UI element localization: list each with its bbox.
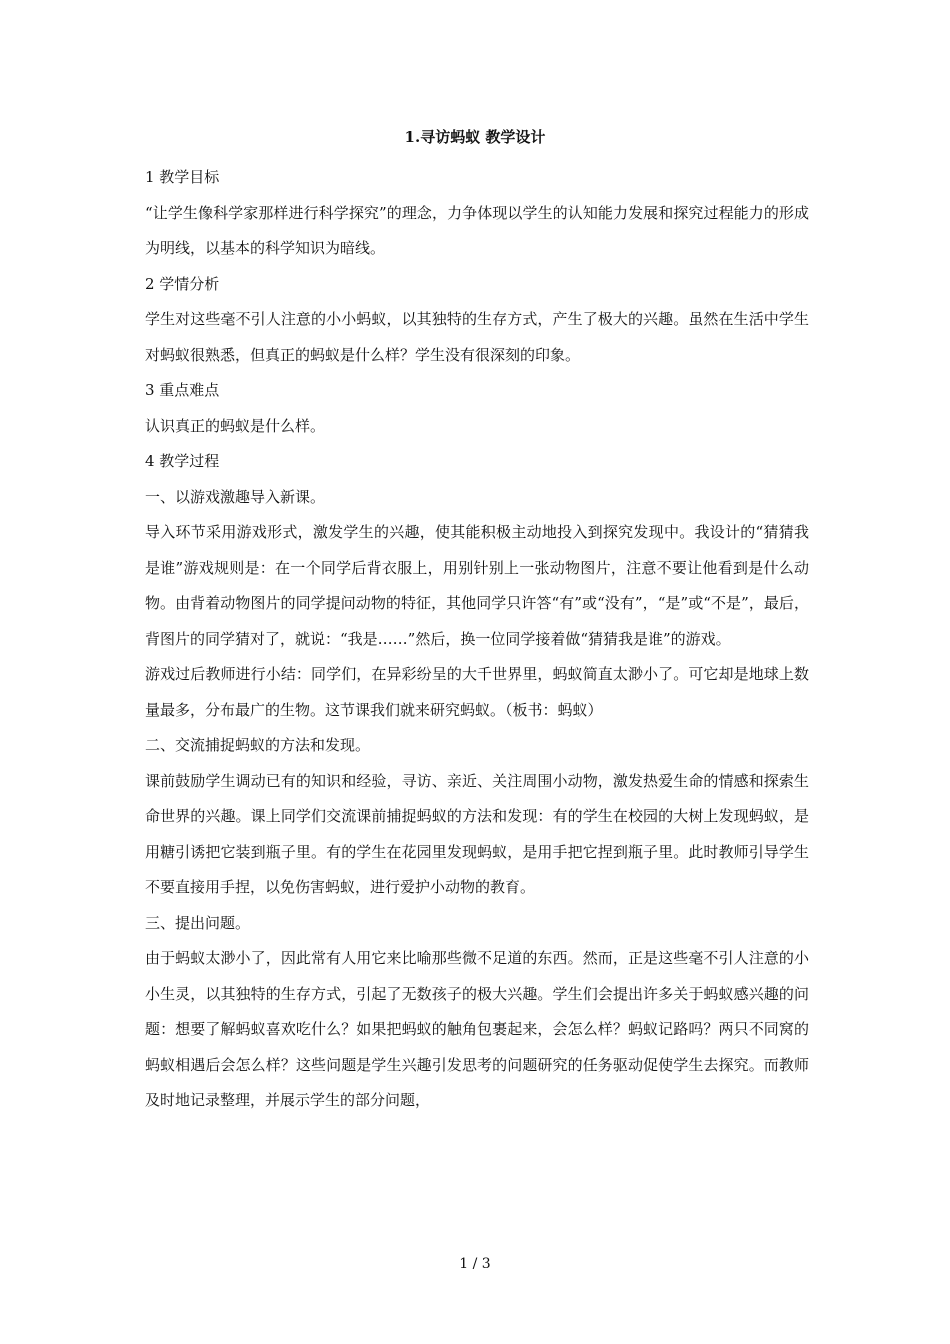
page-number: 1 / 3 (459, 1256, 491, 1272)
subheading-game-intro: 一、以游戏激趣导入新课。 (145, 487, 326, 506)
paragraph-game-summary: 游戏过后教师进行小结：同学们，在异彩纷呈的大千世界里，蚂蚁简直太渺小了。可它却是地球上数量最多，分布最广的生物。这节课我们就来研究蚂蚁。（板书：蚂蚁） (145, 665, 809, 719)
paragraph-student-analysis: 学生对这些毫不引人注意的小小蚂蚁，以其独特的生存方式，产生了极大的兴趣。虽然在生活中学生对蚂蚁很熟悉，但真正的蚂蚁是什么样？学生没有很深刻的印象。 (145, 310, 809, 364)
heading-key-difficulties: 3 重点难点 (145, 381, 220, 399)
paragraph-exchange-methods: 课前鼓励学生调动已有的知识和经验，寻访、亲近、关注周围小动物，激发热爱生命的情感和探索生命世界的兴趣。课上同学们交流课前捕捉蚂蚁的方法和发现：有的学生在校园的大树上发现蚂蚁，是用糖引诱把它装到瓶子里。有的学生在花园里发现蚂蚁，是用手把它捏到瓶子里。此时教师引导学生不要直接用手捏，以免伤害蚂蚁，进行爱护小动物的教育。 (145, 771, 809, 896)
heading-teaching-goals: 1 教学目标 (145, 168, 220, 186)
heading-teaching-process: 4 教学过程 (145, 452, 220, 470)
heading-student-analysis: 2 学情分析 (145, 274, 220, 293)
document-body (145, 160, 809, 1119)
document-title: 1.寻访蚂蚁 教学设计 (404, 128, 546, 146)
paragraph-teaching-goals: “让学生像科学家那样进行科学探究”的理念，力争体现以学生的认知能力发展和探究过程能力的形成为明线，以基本的科学知识为暗线。 (145, 203, 809, 257)
paragraph-ask-questions: 由于蚂蚁太渺小了，因此常有人用它来比喻那些微不足道的东西。然而，正是这些毫不引人注意的小小生灵，以其独特的生存方式，引起了无数孩子的极大兴趣。学生们会提出许多关于蚂蚁感兴趣的问题：想要了解蚂蚁喜欢吃什么？如果把蚂蚁的触角包裹起来，会怎么样？蚂蚁记路吗？两只不同窝的蚂蚁相遇后会怎么样？这些问题是学生兴趣引发思考的问题研究的任务驱动促使学生去探究。而教师及时地记录整理，并展示学生的部分问题， (145, 949, 809, 1109)
subheading-exchange-methods: 二、交流捕捉蚂蚁的方法和发现。 (145, 736, 371, 754)
paragraph-key-difficulties: 认识真正的蚂蚁是什么样。 (145, 416, 326, 435)
paragraph-game-rules: 导入环节采用游戏形式，激发学生的兴趣，使其能积极主动地投入到探究发现中。我设计的“猜猜我是谁”游戏规则是：在一个同学后背衣服上，用别针别上一张动物图片，注意不要让他看到是什么动物。由背着动物图片的同学提问动物的特征，其他同学只许答“有”或“没有”，“是”或“不是”，最后，背图片的同学猜对了，就说：“我是……”然后，换一位同学接着做“猜猜我是谁”的游戏。 (145, 523, 809, 648)
subheading-ask-questions: 三、提出问题。 (145, 913, 251, 932)
